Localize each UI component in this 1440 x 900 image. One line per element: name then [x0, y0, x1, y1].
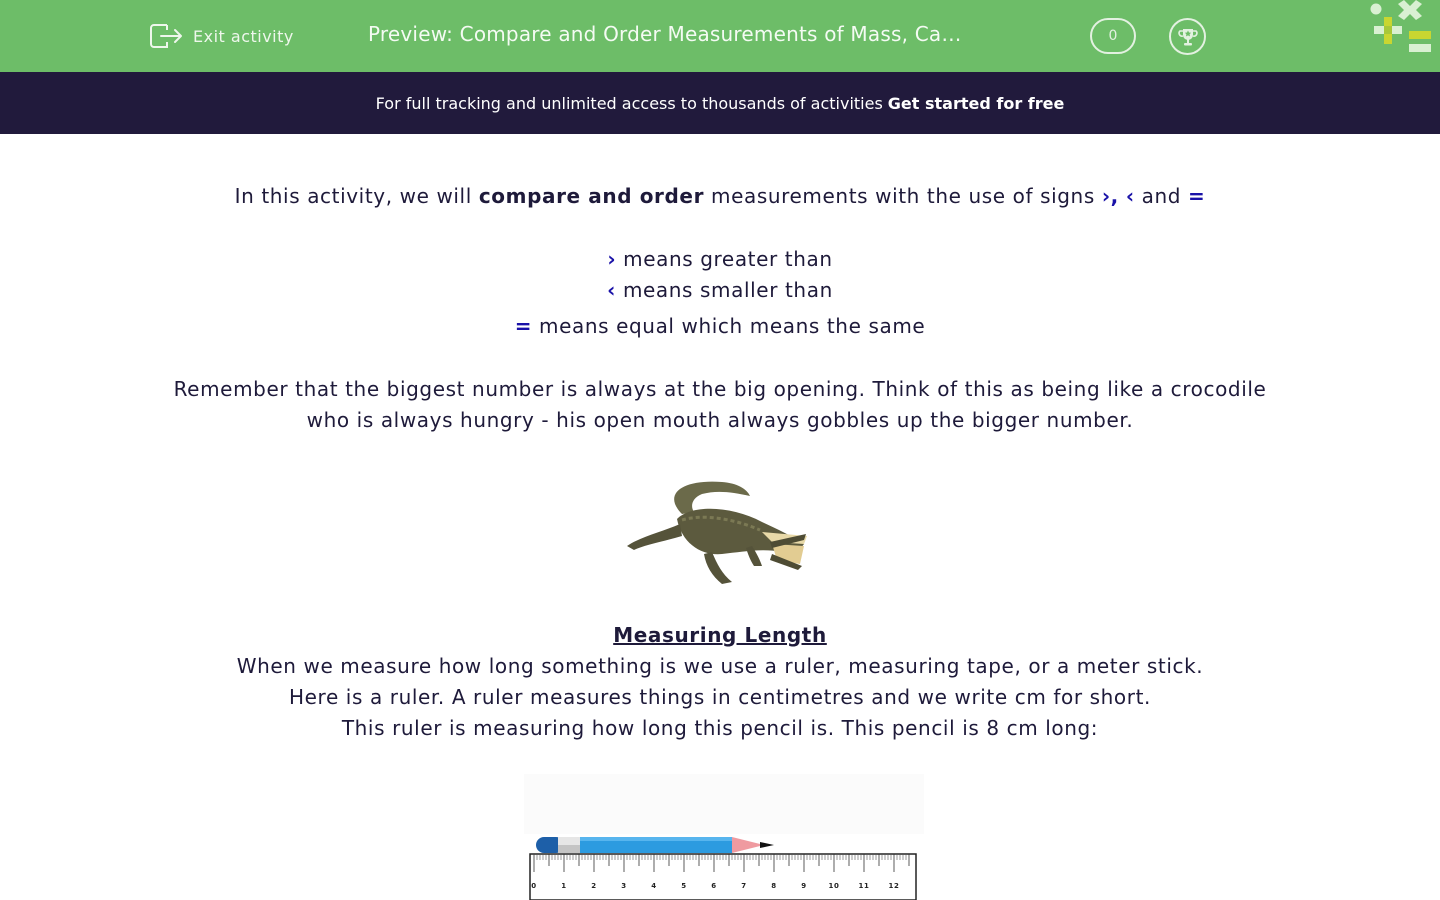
svg-text:1: 1	[561, 882, 567, 890]
score-value: 0	[1108, 28, 1118, 44]
svg-text:2: 2	[591, 882, 597, 890]
score-badge	[1090, 18, 1136, 54]
trophy-button[interactable]	[1169, 18, 1206, 55]
intro-text: In this activity, we will	[234, 184, 479, 208]
paragraph-2: Here is a ruler. A ruler measures things in centimetres and we write cm for short.	[289, 685, 1151, 709]
activity-title: Preview: Compare and Order Measurements of Mass, Ca…	[368, 22, 962, 46]
svg-text:5: 5	[681, 882, 687, 890]
sign-definition-equal	[0, 314, 1440, 338]
exit-activity-label: Exit activity	[193, 26, 294, 46]
exit-activity-button[interactable]	[149, 20, 294, 52]
trophy-icon	[1177, 26, 1199, 48]
svg-text:4: 4	[651, 882, 657, 890]
svg-text:9: 9	[801, 882, 807, 890]
top-bar	[0, 0, 1440, 72]
sign-definition-text: means smaller than	[615, 278, 833, 302]
intro-text-2: measurements with the use of signs	[704, 184, 1102, 208]
remember-line-1: Remember that the biggest number is always at the big opening. Think of this as being like a crocodile	[173, 377, 1267, 401]
paragraph-3: This ruler is measuring how long this pencil is. This pencil is 8 cm long:	[341, 716, 1099, 740]
less-than-sign: ‹	[1125, 184, 1135, 208]
equals-sign: =	[1188, 184, 1206, 208]
promo-banner	[0, 72, 1440, 134]
less-than-sign: ‹	[607, 278, 616, 302]
intro-line	[0, 184, 1440, 208]
sign-definition-greater	[0, 247, 1440, 271]
svg-text:8: 8	[771, 882, 777, 890]
equals-sign: =	[514, 314, 533, 338]
svg-text:3: 3	[621, 882, 627, 890]
intro-bold-text: compare and order	[478, 184, 705, 208]
get-started-link[interactable]: Get started for free	[887, 93, 1065, 113]
svg-text:12: 12	[888, 882, 900, 890]
greater-than-sign: ›,	[1101, 184, 1119, 208]
paragraph-1: When we measure how long something is we use a ruler, measuring tape, or a meter stick.	[236, 654, 1204, 678]
remember-line-2: who is always hungry - his open mouth always gobbles up the bigger number.	[306, 408, 1134, 432]
svg-text:0: 0	[531, 882, 537, 890]
promo-text: For full tracking and unlimited access to thousands of activities	[375, 93, 883, 113]
math-symbols-logo-icon	[1366, 0, 1440, 60]
svg-text:11: 11	[858, 882, 870, 890]
sign-definition-text: means greater than	[616, 247, 833, 271]
svg-text:6: 6	[711, 882, 717, 890]
section-heading: Measuring Length	[613, 623, 827, 647]
svg-text:10: 10	[828, 882, 840, 890]
crocodile-image	[622, 474, 812, 586]
intro-and: and	[1134, 184, 1189, 208]
sign-definition-text: means equal which means the same	[532, 314, 926, 338]
ruler-pencil-image	[524, 774, 924, 900]
exit-icon	[149, 21, 183, 51]
greater-than-sign: ›	[607, 247, 617, 271]
svg-text:7: 7	[741, 882, 747, 890]
sign-definition-smaller	[0, 278, 1440, 302]
